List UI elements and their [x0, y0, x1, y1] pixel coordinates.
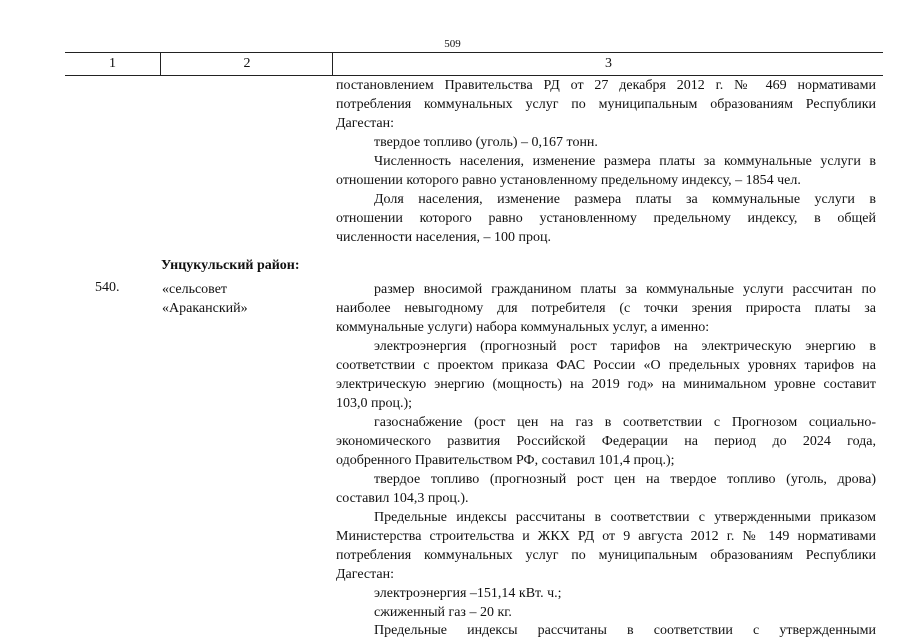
text-line: Предельные индексы рассчитаны в соответствии с утвержденными [374, 623, 876, 638]
text-line: экономического развития Российской Федерации на период до 2024 года, [336, 434, 876, 449]
text-line: отношении которого равно установленному предельному индексу, в общей [336, 211, 876, 226]
text-line: постановлением Правительства РД от 27 декабря 2012 г. № 469 нормативами [336, 78, 876, 93]
text-line: Дагестан: [336, 116, 394, 131]
text-line: потребления коммунальных услуг по муниципальным образованиям Республики [336, 97, 876, 112]
text-line: Численность населения, изменение размера платы за коммунальные услуги в [374, 154, 876, 169]
table-header-row [65, 52, 883, 76]
text-line: электрическую энергию (мощность) на 2019 год» на минимальном уровне составит [336, 377, 876, 392]
text-line: твердое топливо (уголь) – 0,167 тонн. [374, 135, 598, 150]
text-line: Дагестан: [336, 567, 394, 582]
page-number: 509 [444, 38, 461, 50]
text-line: электроэнергия –151,14 кВт. ч.; [374, 586, 562, 601]
text-line: Предельные индексы рассчитаны в соответствии с утвержденными приказом [374, 510, 876, 525]
text-line: Министерства строительства и ЖКХ РД от 9 августа 2012 г. № 149 нормативами [336, 529, 876, 544]
text-line: сжиженный газ – 20 кг. [374, 605, 512, 620]
text-line: Доля населения, изменение размера платы за коммунальные услуги в [374, 192, 876, 207]
entity-name-line: «Араканский» [162, 301, 248, 316]
text-line: твердое топливо (прогнозный рост цен на твердое топливо (уголь, дрова) [374, 472, 876, 487]
entry-number: 540. [95, 280, 120, 295]
column-header-1: 1 [109, 56, 116, 71]
text-line: отношении которого равно установленному предельному индексу, – 1854 чел. [336, 173, 801, 188]
text-line: электроэнергия (прогнозный рост тарифов на электрическую энергию в [374, 339, 876, 354]
text-line: одобренного Правительством РФ, составил 101,4 проц.); [336, 453, 675, 468]
text-line: газоснабжение (рост цен на газ в соответствии с Прогнозом социально- [374, 415, 876, 430]
column-header-3: 3 [332, 53, 884, 75]
column-header-2: 2 [160, 53, 333, 75]
text-line: наиболее невыгодному для потребителя (с точки зрения прироста платы за [336, 301, 876, 316]
region-title: Унцукульский район: [161, 258, 300, 273]
text-line: составил 104,3 проц.). [336, 491, 469, 506]
text-line: 103,0 проц.); [336, 396, 413, 411]
text-line: размер вносимой гражданином платы за коммунальные услуги рассчитан по [374, 282, 876, 297]
text-line: соответствии с проектом приказа ФАС России «О предельных уровнях тарифов на [336, 358, 876, 373]
text-line: потребления коммунальных услуг по муниципальным образованиям Республики [336, 548, 876, 563]
text-line: численности населения, – 100 проц. [336, 230, 552, 245]
entity-name-line: «сельсовет [162, 282, 228, 297]
text-line: коммунальные услуги) набора коммунальных услуг, а именно: [336, 320, 710, 335]
